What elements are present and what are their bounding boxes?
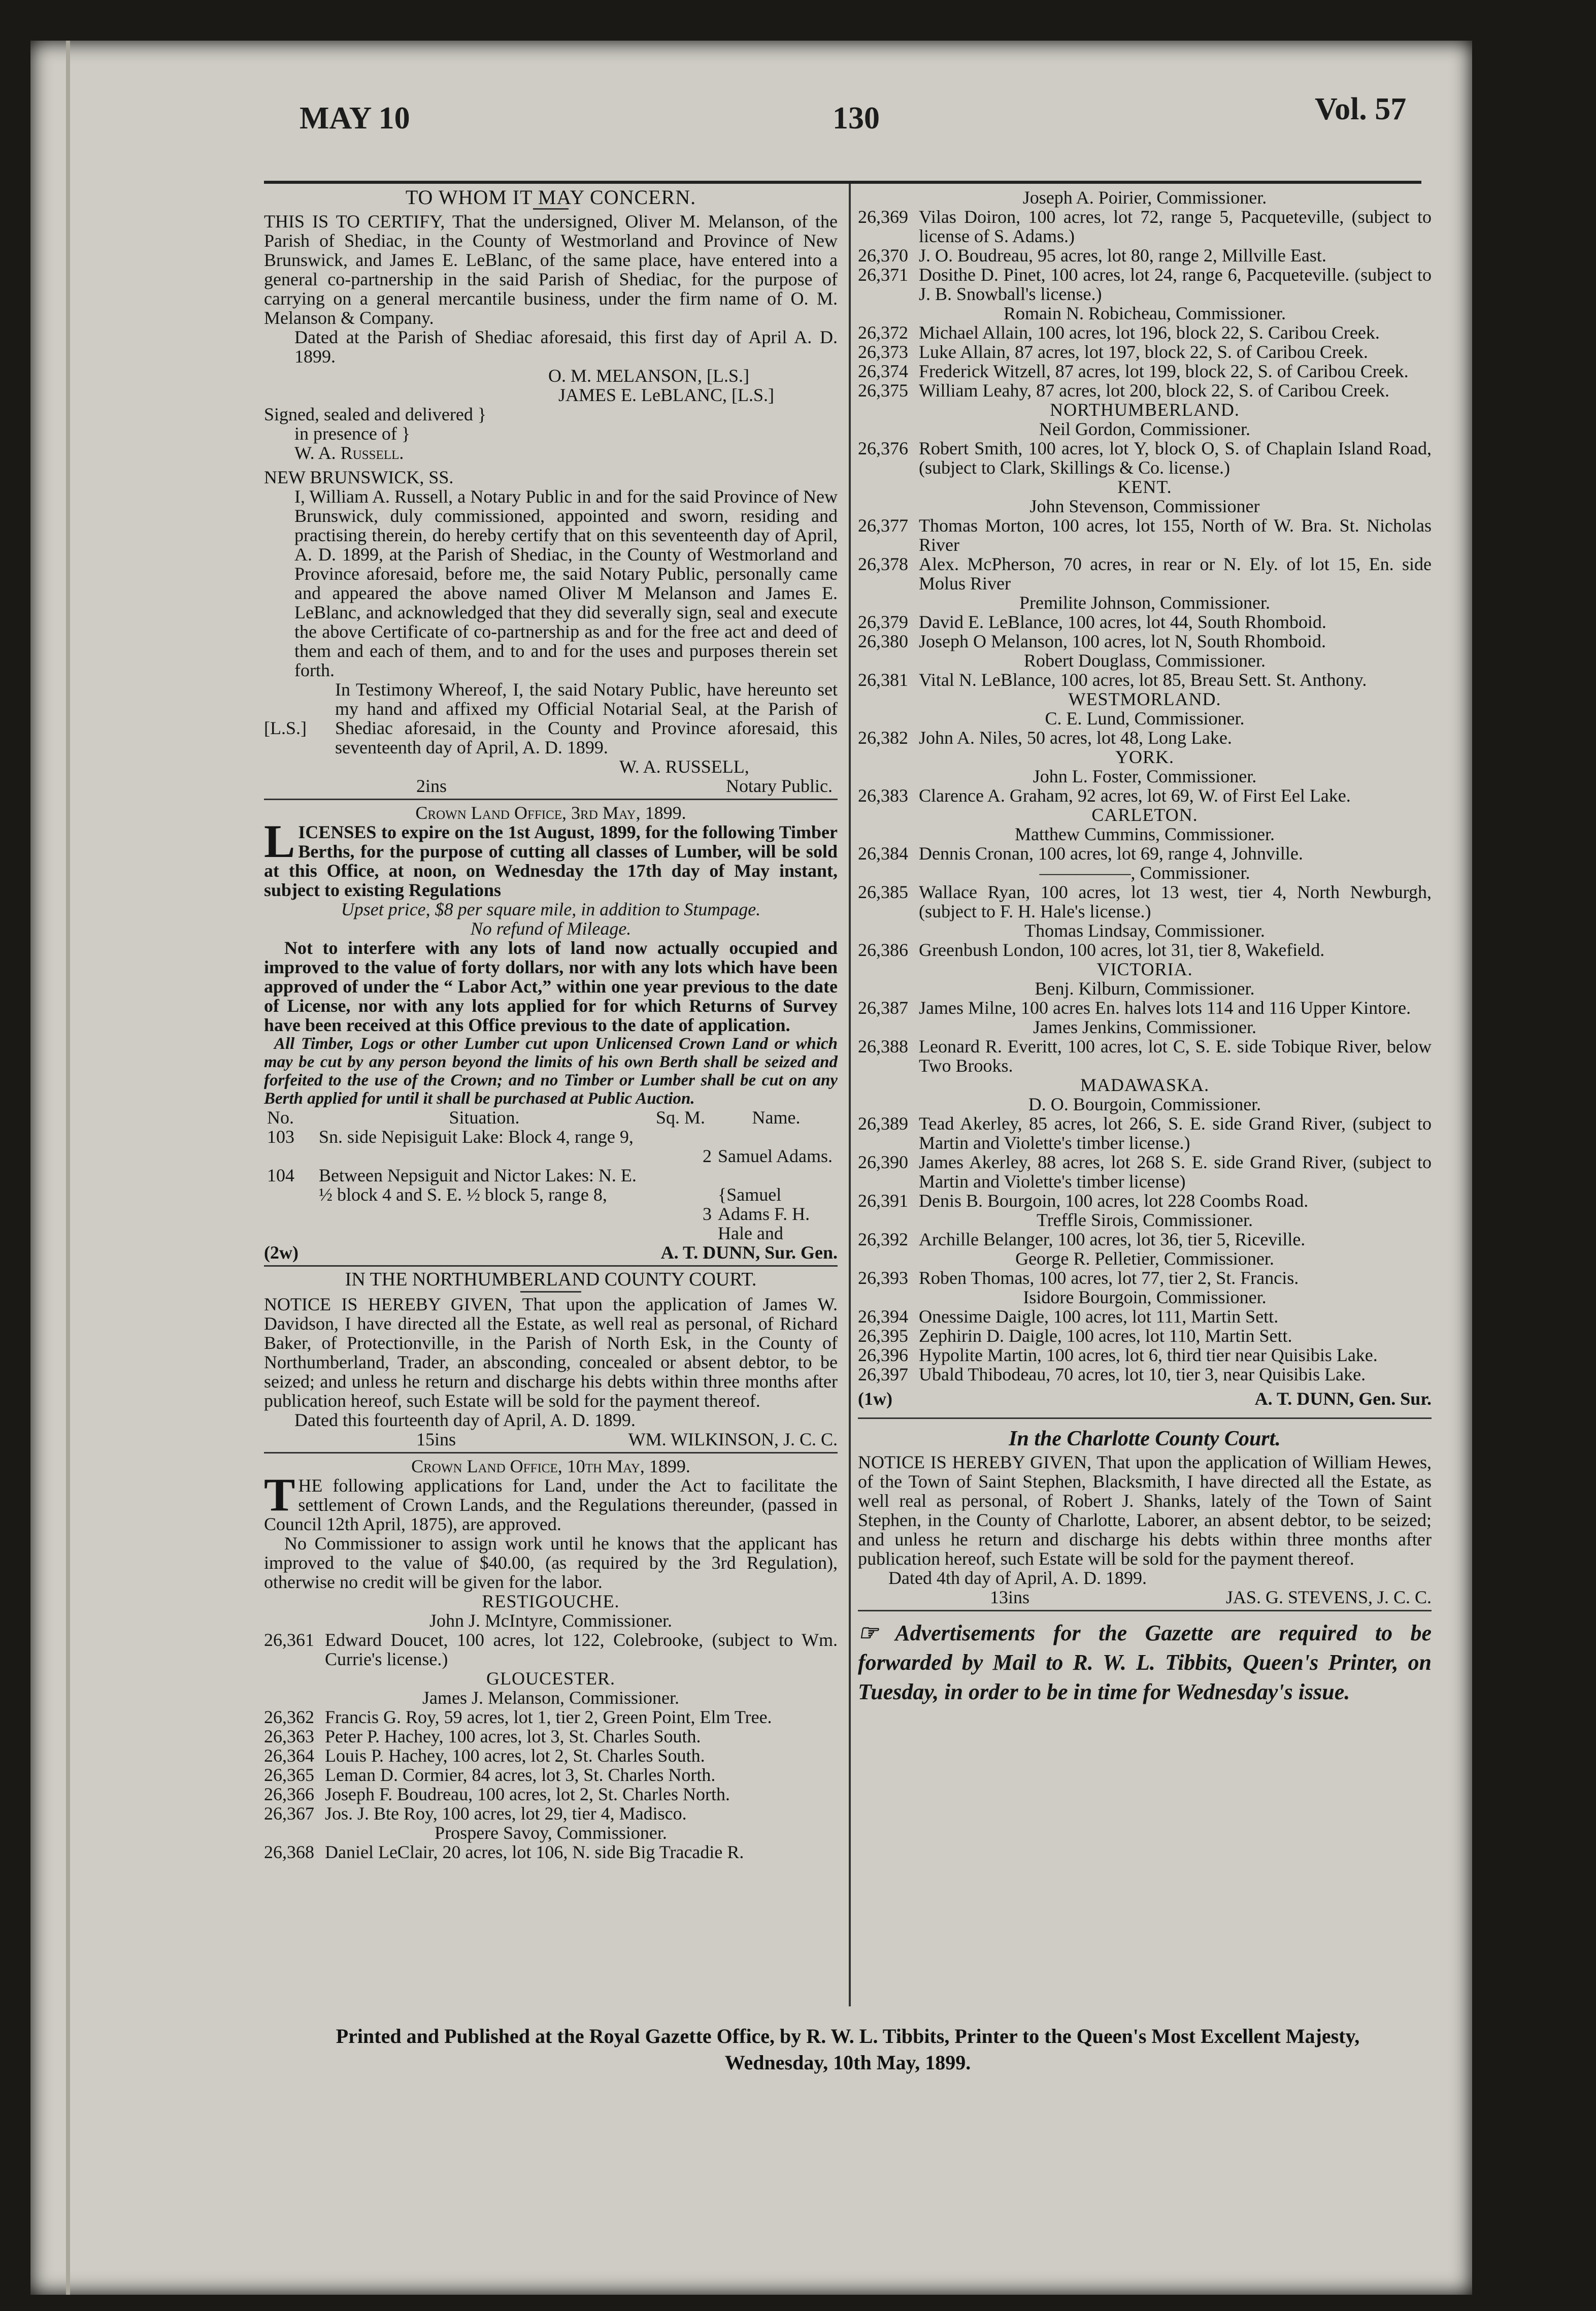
- list-item: [858, 265, 1432, 304]
- entry-text: Robert Smith, 100 acres, lot Y, block O, S. of Chaplain Island Road, (subject to Clark, Skillings & Co. license.): [919, 438, 1432, 478]
- court2-signer: JAS. G. STEVENS, J. C. C.: [1225, 1587, 1432, 1607]
- court2-title: In the Charlotte County Court.: [1009, 1427, 1281, 1450]
- list-item: [858, 246, 1432, 265]
- list-item: [858, 342, 1432, 361]
- applications-signer: A. T. DUNN, Gen. Sur.: [1254, 1389, 1432, 1409]
- left-column: [264, 188, 838, 1862]
- commissioner-line: Neil Gordon, Commissioner.: [1039, 419, 1250, 439]
- entry-number: 26,374: [858, 361, 908, 381]
- entry-text: William Leahy, 87 acres, lot 200, block 22, S. of Caribou Creek.: [919, 380, 1389, 401]
- witness-name: W. A. Russell.: [294, 443, 404, 463]
- mail-advert: [858, 1619, 1432, 1707]
- entry-text: J. O. Boudreau, 95 acres, lot 80, range 2, Millville East.: [919, 245, 1326, 266]
- county-heading: VICTORIA.: [1096, 959, 1193, 979]
- entry-number: 26,395: [858, 1326, 908, 1346]
- right-entries-list: [858, 188, 1432, 1384]
- commissioner-line: James J. Melanson, Commissioner.: [422, 1688, 679, 1708]
- entry-text: Joseph O Melanson, 100 acres, lot N, South Rhomboid.: [919, 631, 1326, 651]
- court1-dated: Dated this fourteenth day of April, A. D. 1899.: [294, 1410, 636, 1430]
- list-item: [858, 670, 1432, 689]
- commissioner-line: George R. Pelletier, Commissioner.: [1015, 1248, 1274, 1269]
- entry-number: 26,383: [858, 785, 908, 806]
- divider: [520, 1291, 581, 1293]
- section-rule: [858, 1610, 1432, 1611]
- entry-text: James Milne, 100 acres En. halves lots 114 and 116 Upper Kintore.: [919, 998, 1411, 1018]
- page-header: [264, 91, 1421, 152]
- list-item: [858, 361, 1432, 381]
- entry-text: Tead Akerley, 85 acres, lot 266, S. E. side Grand River, (subject to Martin and Violette's timber license.): [919, 1113, 1432, 1153]
- entry-text: Leonard R. Everitt, 100 acres, lot C, S. E. side Tobique River, below Two Brooks.: [919, 1036, 1432, 1076]
- northumberland-court-notice: [264, 1270, 838, 1449]
- entry-text: Vilas Doiron, 100 acres, lot 72, range 5, Pacqueteville, (subject to license of S. Adams.): [919, 207, 1432, 246]
- entry-number: 26,375: [858, 380, 908, 401]
- cell-situation: Between Nepsiguit and Nictor Lakes: N. E. ½ block 4 and S. E. ½ block 5, range 8,: [319, 1165, 637, 1205]
- cell-name: {Samuel Adams F. H. Hale and: [718, 1184, 810, 1243]
- commissioner-line: John L. Foster, Commissioner.: [1033, 766, 1257, 786]
- list-item: [858, 439, 1432, 477]
- list-item: [858, 323, 1432, 342]
- col-name-header: Name.: [752, 1107, 801, 1128]
- entry-text: Dennis Cronan, 100 acres, lot 69, range 4, Johnville.: [919, 843, 1303, 864]
- entry-number: 26,365: [264, 1765, 314, 1785]
- entry-number: 26,390: [858, 1152, 908, 1172]
- page-footer: [264, 2023, 1432, 2076]
- venue: NEW BRUNSWICK, SS.: [264, 467, 454, 487]
- licenses-body: ICENSES to expire on the 1st August, 1899, for the following Timber Berths, for the purpose of cutting all classes of Lumber, will be sold at this Office, at noon, on Wednesday the 17th day of May instant, subject to existing Regulations: [264, 822, 838, 900]
- entry-number: 26,362: [264, 1707, 314, 1727]
- entry-number: 26,373: [858, 342, 908, 362]
- entry-text: Onessime Daigle, 100 acres, lot 111, Martin Sett.: [919, 1306, 1279, 1327]
- entry-number: 26,396: [858, 1345, 908, 1365]
- entry-text: Leman D. Cormier, 84 acres, lot 3, St. Charles North.: [325, 1765, 716, 1785]
- entry-number: 26,382: [858, 728, 908, 748]
- notary-signer: W. A. RUSSELL,: [619, 756, 749, 777]
- section-rule: [264, 1452, 838, 1454]
- list-item: [858, 207, 1432, 246]
- entry-text: Denis B. Bourgoin, 100 acres, lot 228 Coombs Road.: [919, 1191, 1309, 1211]
- list-item: [858, 1191, 1432, 1210]
- entry-number: 26,397: [858, 1364, 908, 1384]
- entry-text: Jos. J. Bte Roy, 100 acres, lot 29, tier 4, Madisco.: [325, 1803, 687, 1824]
- list-item: [858, 612, 1432, 632]
- entry-text: Vital N. LeBlance, 100 acres, lot 85, Breau Sett. St. Anthony.: [919, 670, 1367, 690]
- list-item: [858, 844, 1432, 863]
- licenses-warning: All Timber, Logs or other Lumber cut upon Unlicensed Crown Land or which may be cut by any person beyond the limits of his own Berth shall be seized and forfeited to the use of the Crown; and no Timber or Lumber shall be cut on any Berth applied for until it shall be purchased at Public Auction.: [264, 1035, 838, 1108]
- list-item: [858, 1268, 1432, 1287]
- header-page-number: 130: [833, 101, 880, 136]
- commissioner-line: Isidore Bourgoin, Commissioner.: [1023, 1287, 1267, 1307]
- entry-number: 26,387: [858, 998, 908, 1018]
- entry-text: Clarence A. Graham, 92 acres, lot 69, W. of First Eel Lake.: [919, 785, 1351, 806]
- entry-number: 26,380: [858, 631, 908, 651]
- entry-number: 26,377: [858, 515, 908, 536]
- advert-text: Advertisements for the Gazette are required to be forwarded by Mail to R. W. L. Tibbits, Queen's Printer, on Tuesday, in order to be in time for Wednesday's issue.: [858, 1621, 1432, 1704]
- commissioner-line: Matthew Cummins, Commissioner.: [1014, 824, 1275, 844]
- entry-text: Joseph F. Boudreau, 100 acres, lot 2, St. Charles North.: [325, 1784, 730, 1804]
- header-volume: Vol. 57: [1315, 92, 1407, 126]
- no-refund: No refund of Mileage.: [470, 918, 631, 939]
- applications-dropcap: T: [264, 1469, 295, 1521]
- entry-text: Michael Allain, 100 acres, lot 196, block 22, S. Caribou Creek.: [919, 322, 1380, 343]
- list-item: [264, 1804, 838, 1823]
- county-heading: NORTHUMBERLAND.: [1050, 400, 1240, 420]
- pointing-hand-icon: ☞: [858, 1621, 878, 1645]
- county-heading: YORK.: [1115, 747, 1174, 767]
- commissioner-line: D. O. Bourgoin, Commissioner.: [1028, 1094, 1261, 1114]
- entry-text: Dosithe D. Pinet, 100 acres, lot 24, range 6, Pacqueteville. (subject to J. B. Snowball's license.): [919, 265, 1432, 304]
- commissioner-line: James Jenkins, Commissioner.: [1033, 1017, 1256, 1037]
- court1-body: NOTICE IS HEREBY GIVEN, That upon the application of James W. Davidson, I have directed all the Estate, as well real as personal, of Richard Baker, of Protectionville, in the Parish of North Esk, in the County of Northumberland, Trader, an absconding, concealed or absent debtor, to be seized; and unless he return and discharge his debts within three months after publication hereof, such Estate will be sold for the payment thereof.: [264, 1294, 838, 1411]
- court2-dated: Dated 4th day of April, A. D. 1899.: [888, 1568, 1147, 1588]
- table-row: [264, 1166, 838, 1243]
- entry-number: 26,368: [264, 1842, 314, 1862]
- commissioner-line: John J. McIntyre, Commissioner.: [429, 1610, 672, 1631]
- entry-number: 26,370: [858, 245, 908, 266]
- entry-text: Peter P. Hachey, 100 acres, lot 3, St. Charles South.: [325, 1726, 701, 1746]
- list-item: [858, 516, 1432, 554]
- entry-text: David E. LeBlance, 100 acres, lot 44, South Rhomboid.: [919, 612, 1326, 632]
- cell-no: 104: [267, 1165, 294, 1185]
- entry-text: Greenbush London, 100 acres, lot 31, tier 8, Wakefield.: [919, 940, 1325, 960]
- entry-number: 26,388: [858, 1036, 908, 1057]
- commissioner-line: John Stevenson, Commissioner: [1029, 496, 1260, 516]
- notary-title: Notary Public.: [726, 776, 833, 796]
- county-heading: CARLETON.: [1091, 805, 1198, 825]
- entry-number: 26,386: [858, 940, 908, 960]
- licenses-conditions: Not to interfere with any lots of land now actually occupied and improved to the value of forty dollars, nor with any lots which have been approved of under the “ Labor Act,” within one year previous to the date of License, nor with any lots applied for for which Returns of Survey have been received at this Office previous to the date of application.: [264, 938, 838, 1035]
- commissioner-line: Prospere Savoy, Commissioner.: [435, 1823, 667, 1843]
- licenses-signer: A. T. DUNN, Sur. Gen.: [660, 1242, 838, 1263]
- entry-text: Alex. McPherson, 70 acres, in rear or N. Ely. of lot 15, En. side Molus River: [919, 554, 1432, 593]
- entry-number: 26,393: [858, 1268, 908, 1288]
- licenses-insertions: (2w): [264, 1242, 298, 1263]
- cell-sqm: 3: [703, 1204, 712, 1224]
- entry-text: James Akerley, 88 acres, lot 268 S. E. side Grand River, (subject to Martin and Violette's timber license): [919, 1152, 1432, 1192]
- list-item: [858, 1152, 1432, 1191]
- entry-number: 26,392: [858, 1229, 908, 1249]
- list-item: [858, 728, 1432, 747]
- entry-number: 26,384: [858, 843, 908, 864]
- list-item: [858, 882, 1432, 921]
- section-rule: [858, 1417, 1432, 1419]
- testimony-text: In Testimony Whereof, I, the said Notary Public, have hereunto set my hand and affixed my Official Notarial Seal, at the Parish of Shediac aforesaid, in the County and Province aforesaid, this seventeenth day of April, A. D. 1899.: [335, 679, 838, 757]
- col-sqm-header: Sq. M.: [656, 1107, 706, 1128]
- entry-number: 26,367: [264, 1803, 314, 1824]
- list-item: [858, 1307, 1432, 1326]
- entry-text: Wallace Ryan, 100 acres, lot 13 west, tier 4, North Newburgh, (subject to F. H. Hale's license.): [919, 882, 1432, 921]
- commissioner-line: Romain N. Robicheau, Commissioner.: [1004, 303, 1286, 323]
- footer-line2: Wednesday, 10th May, 1899.: [724, 2051, 971, 2074]
- list-item: [858, 632, 1432, 651]
- entry-text: John A. Niles, 50 acres, lot 48, Long Lake.: [919, 728, 1232, 748]
- entry-text: Edward Doucet, 100 acres, lot 122, Colebrooke, (subject to Wm. Currie's license.): [325, 1630, 838, 1669]
- entry-number: 26,363: [264, 1726, 314, 1746]
- list-item: [858, 940, 1432, 960]
- table-header-row: [264, 1108, 838, 1127]
- cell-situation: Sn. side Nepisiguit Lake: Block 4, range 9,: [319, 1127, 634, 1147]
- entry-text: Francis G. Roy, 59 acres, lot 1, tier 2, Green Point, Elm Tree.: [325, 1707, 772, 1727]
- charlotte-court-notice: [858, 1429, 1432, 1607]
- list-item: [264, 1746, 838, 1765]
- county-heading: MADAWASKA.: [1080, 1075, 1210, 1095]
- commissioner-line: Premilite Johnson, Commissioner.: [1019, 592, 1270, 613]
- list-item: [858, 1326, 1432, 1345]
- commissioner-line: Thomas Lindsay, Commissioner.: [1024, 920, 1265, 941]
- notary-body: I, William A. Russell, a Notary Public in and for the said Province of New Brunswick, duly commissioned, appointed and sworn, residing and practising therein, do hereby certify that on this seventeenth day of April, A. D. 1899, at the Parish of Shediac, in the County of Westmorland and Province aforesaid, before me, the said Notary Public, personally came and appeared the above named Oliver M Melanson and James E. LeBlanc, and acknowledged that they did severally sign, seal and execute the above Certificate of co-partnership as and for the free act and deed of them and each of them, and to and for the uses and purposes therein set forth.: [294, 486, 838, 680]
- list-item: [264, 1765, 838, 1785]
- licenses-dropcap: L: [264, 815, 295, 867]
- entry-text: Zephirin D. Daigle, 100 acres, lot 110, Martin Sett.: [919, 1326, 1292, 1346]
- applications-note: No Commissioner to assign work until he knows that the applicant has improved to the value of $40.00, (as required by the 3rd Regulation), otherwise no credit will be given for the labor.: [264, 1533, 838, 1592]
- entry-number: 26,379: [858, 612, 908, 632]
- entry-text: Luke Allain, 87 acres, lot 197, block 22, S. of Caribou Creek.: [919, 342, 1368, 362]
- col-no-header: No.: [267, 1107, 294, 1128]
- list-item: [858, 998, 1432, 1017]
- entry-text: Ubald Thibodeau, 70 acres, lot 10, tier 3, near Quisibis Lake.: [919, 1364, 1366, 1384]
- applications-insertions: (1w): [858, 1389, 892, 1409]
- entry-number: 26,364: [264, 1745, 314, 1766]
- entry-text: Louis P. Hachey, 100 acres, lot 2, St. Charles South.: [325, 1745, 705, 1766]
- county-heading: WESTMORLAND.: [1068, 689, 1221, 709]
- entry-number: 26,372: [858, 322, 908, 343]
- court1-signer: WM. WILKINSON, J. C. C.: [628, 1429, 838, 1449]
- entry-text: Frederick Witzell, 87 acres, lot 199, block 22, S. of Caribou Creek.: [919, 361, 1409, 381]
- partnership-body: THIS IS TO CERTIFY, That the undersigned, Oliver M. Melanson, of the Parish of Shediac, in the County of Westmorland and Province of New Brunswick, and James E. LeBlanc, of the same place, have entered into a general co-partnership in the said Parish of Shediac, for the purpose of carrying on a general mercantile business, under the firm name of O. M. Melanson & Company.: [264, 211, 838, 328]
- county-heading: RESTIGOUCHE.: [482, 1591, 620, 1611]
- entry-number: 26,381: [858, 670, 908, 690]
- entry-number: 26,361: [264, 1630, 314, 1650]
- list-item: [264, 1727, 838, 1746]
- entry-number: 26,378: [858, 554, 908, 574]
- entry-text: Thomas Morton, 100 acres, lot 155, North of W. Bra. St. Nicholas River: [919, 515, 1432, 555]
- list-item: [858, 786, 1432, 805]
- county-heading: KENT.: [1117, 477, 1172, 497]
- county-heading: GLOUCESTER.: [486, 1668, 615, 1689]
- section-rule: [264, 799, 838, 800]
- applications-body: HE following applications for Land, under the Act to facilitate the settlement of Crown Lands, and the Regulations thereunder, (passed in Council 12th April, 1875), are approved.: [264, 1475, 838, 1534]
- entry-text: Daniel LeClair, 20 acres, lot 106, N. side Big Tracadie R.: [325, 1842, 744, 1862]
- list-item: [858, 1365, 1432, 1384]
- entry-text: Roben Thomas, 100 acres, lot 77, tier 2, St. Francis.: [919, 1268, 1299, 1288]
- upset-price: Upset price, $8 per square mile, in addition to Stumpage.: [341, 899, 761, 919]
- list-item: [264, 1630, 838, 1669]
- seal-mark: [L.S.]: [264, 718, 307, 738]
- entry-number: 26,394: [858, 1306, 908, 1327]
- list-item: [264, 1785, 838, 1804]
- entry-text: Archille Belanger, 100 acres, lot 36, tier 5, Riceville.: [919, 1229, 1306, 1249]
- list-item: [264, 1842, 838, 1862]
- entry-number: 26,369: [858, 207, 908, 227]
- commissioner-line: Robert Douglass, Commissioner.: [1024, 650, 1266, 671]
- witness-line2: in presence of }: [294, 423, 411, 444]
- header-date: MAY 10: [300, 101, 410, 136]
- cell-sqm: 2: [703, 1146, 712, 1166]
- commissioner-line: C. E. Lund, Commissioner.: [1045, 708, 1245, 729]
- list-item: [858, 554, 1432, 593]
- cell-name: Samuel Adams.: [718, 1146, 833, 1166]
- entry-number: 26,385: [858, 882, 908, 902]
- commissioner-line: Benj. Kilburn, Commissioner.: [1035, 978, 1255, 999]
- entry-number: 26,366: [264, 1784, 314, 1804]
- insertions: 2ins: [416, 776, 447, 796]
- applications-dateline: Crown Land Office, 10th May, 1899.: [411, 1456, 690, 1476]
- witness-line1: Signed, sealed and delivered }: [264, 404, 487, 424]
- partnership-title: TO WHOM IT MAY CONCERN.: [405, 186, 696, 209]
- commissioner-line: Joseph A. Poirier, Commissioner.: [1022, 187, 1267, 208]
- column-divider: [849, 184, 851, 2006]
- list-item: [264, 1707, 838, 1727]
- entry-number: 26,371: [858, 265, 908, 285]
- court2-insertions: 13ins: [990, 1587, 1030, 1607]
- section-rule: [264, 1265, 838, 1267]
- partnership-sig1: O. M. MELANSON, [L.S.]: [548, 366, 749, 386]
- left-entries-list: [264, 1592, 838, 1862]
- entry-number: 26,389: [858, 1113, 908, 1134]
- table-row: [264, 1127, 838, 1166]
- licenses-notice: [264, 803, 838, 1262]
- entry-number: 26,376: [858, 438, 908, 458]
- list-item: [858, 1230, 1432, 1249]
- land-applications-left: [264, 1457, 838, 1862]
- list-item: [858, 1114, 1432, 1152]
- partnership-dated: Dated at the Parish of Shediac aforesaid, this first day of April A. D. 1899.: [294, 327, 838, 367]
- licenses-dateline: Crown Land Office, 3rd May, 1899.: [415, 803, 686, 823]
- commissioner-line: —————, Commissioner.: [1039, 863, 1250, 883]
- court2-body: NOTICE IS HEREBY GIVEN, That upon the application of William Hewes, of the Town of Saint Stephen, Blacksmith, I have directed all the Estate, as well real as personal, of Robert J. Shanks, lately of the Town of Saint Stephen, in the County of Charlotte, Laborer, an absent debtor, to be seized; and unless he return and discharge his debts within three months after publication hereof, such Estate will be sold for the payment thereof.: [858, 1452, 1432, 1569]
- berths-table: [264, 1108, 838, 1243]
- partnership-notice: [264, 188, 838, 796]
- list-item: [858, 381, 1432, 400]
- right-column: [858, 188, 1432, 1707]
- header-rule: [264, 181, 1421, 184]
- footer-line1: Printed and Published at the Royal Gazette Office, by R. W. L. Tibbits, Printer to the Queen's Most Excellent Majesty,: [336, 2025, 1360, 2048]
- entry-number: 26,391: [858, 1191, 908, 1211]
- court1-insertions: 15ins: [416, 1429, 456, 1449]
- cell-no: 103: [267, 1127, 294, 1147]
- partnership-sig2: JAMES E. LeBLANC, [L.S.]: [558, 385, 774, 405]
- list-item: [858, 1037, 1432, 1075]
- commissioner-line: Treffle Sirois, Commissioner.: [1036, 1210, 1253, 1230]
- list-item: [858, 1345, 1432, 1365]
- court1-title: IN THE NORTHUMBERLAND COUNTY COURT.: [345, 1269, 757, 1290]
- col-situation-header: Situation.: [449, 1107, 520, 1128]
- entry-text: Hypolite Martin, 100 acres, lot 6, third tier near Quisibis Lake.: [919, 1345, 1378, 1365]
